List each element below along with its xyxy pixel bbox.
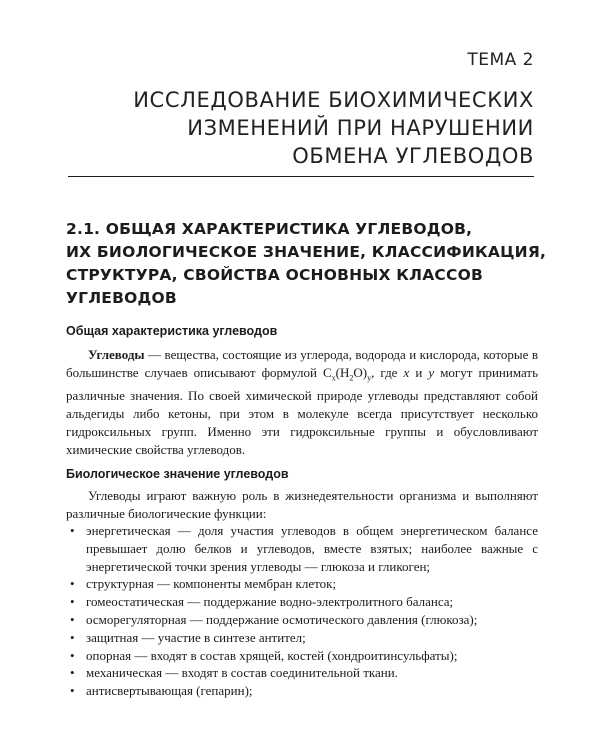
list-item: • структурная — компоненты мембран клеток; [66, 575, 538, 593]
subheading-bio: Биологическое значение углеводов [66, 467, 289, 481]
variable-y: y [428, 364, 435, 380]
paragraph-bio-intro: Углеводы играют важную роль в жизнедеятельности организма и выполняют различные биологические функции: [66, 488, 538, 521]
text-segment: , где [371, 364, 404, 380]
section-heading-line: УГЛЕВОДОВ [66, 289, 177, 307]
text-segment: и [409, 364, 429, 380]
topic-title-line: ИССЛЕДОВАНИЕ БИОХИМИЧЕСКИХ [133, 88, 534, 112]
paragraph-general [66, 346, 538, 458]
variable-x: x [403, 364, 410, 380]
formula: $C_x(H_2O)_y$ [322, 364, 372, 383]
topic-title-line: ОБМЕНА УГЛЕВОДОВ [292, 144, 534, 168]
section-heading-line: СТРУКТУРА, СВОЙСТВА ОСНОВНЫХ КЛАССОВ [66, 266, 483, 284]
list-item: • механическая — входят в состав соединительной ткани. [66, 664, 538, 682]
title-divider [68, 176, 534, 177]
topic-title-line: ИЗМЕНЕНИЙ ПРИ НАРУШЕНИИ [187, 116, 534, 140]
section-heading-line: ИХ БИОЛОГИЧЕСКОЕ ЗНАЧЕНИЕ, КЛАССИФИКАЦИЯ, [66, 243, 547, 261]
section-heading-line: 2.1. ОБЩАЯ ХАРАКТЕРИСТИКА УГЛЕВОДОВ, [66, 220, 473, 238]
list-item: • антисвертывающая (гепарин); [66, 682, 538, 700]
function-list [66, 522, 538, 700]
list-item: • защитная — участие в синтезе антител; [66, 629, 538, 647]
list-item: • осморегуляторная — поддержание осмотического давления (глюкоза); [66, 611, 538, 629]
subheading-general: Общая характеристика углеводов [66, 324, 278, 338]
section-heading [66, 218, 546, 310]
topic-label: ТЕМА 2 [467, 50, 534, 70]
list-item: • энергетическая — доля участия углеводов в общем энергетическом балансе превышает долю белков и углеводов, вместе взятых; наиболее важные с энергетической точки зрения углеводы — глюкоза и гликоген; [66, 522, 538, 575]
term-carbohydrates: Углеводы [88, 347, 145, 362]
text-segment: могут принимать различные значения. По своей химической природе углеводы представляют собой альдегиды либо кетоны, при этом в молекуле всегда присутствует несколько гидроксильных групп. Именно эти гидроксильные группы и обусловливают химические свойства углеводов. [66, 364, 539, 457]
topic-title [74, 86, 534, 170]
list-item: • гомеостатическая — поддержание водно-электролитного баланса; [66, 593, 538, 611]
list-item: • опорная — входят в состав хрящей, костей (хондроитинсульфаты); [66, 647, 538, 665]
text-segment: — вещества, состоящие из углерода, водорода и кислорода, которые в большинстве случаев описывают формулой [66, 347, 538, 380]
